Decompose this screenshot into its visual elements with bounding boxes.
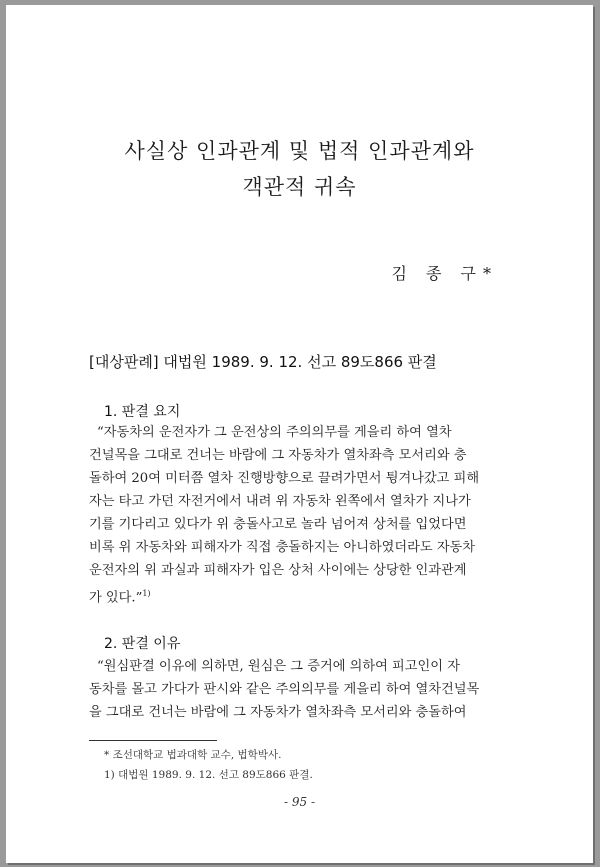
author-name: 김 종 구*	[391, 264, 498, 283]
footnote-author: * 조선대학교 법과대학 교수, 법학박사.	[104, 749, 282, 761]
paper-page	[6, 5, 593, 863]
footnote-1: 1) 대법원 1989. 9. 12. 선고 89도866 판결.	[104, 769, 313, 781]
body-line: 자는 타고 가던 자전거에서 내려 위 자동차 왼쪽에서 열차가 지나가	[89, 494, 471, 509]
body-line: 가 있다.”$^{1)}$	[89, 589, 151, 606]
title-line-2: 객관적 귀속	[242, 175, 357, 199]
section-1-heading: 1. 판결 요지	[104, 404, 181, 420]
section-1-body	[89, 421, 511, 609]
paper-title	[6, 133, 593, 205]
body-line: 기를 기다리고 있다가 위 충돌사고로 놀라 넘어져 상처를 입었다면	[89, 517, 467, 532]
title-line-1: 사실상 인과관계 및 법적 인과관계와	[124, 139, 475, 163]
footnote-divider	[89, 740, 217, 741]
footnote-ref: 1)	[142, 589, 151, 598]
body-line: 을 그대로 건너는 바람에 그 자동차가 열차좌측 모서리와 충돌하여	[89, 705, 467, 720]
body-line: 운전자의 위 과실과 피해자가 입은 상처 사이에는 상당한 인과관계	[89, 563, 467, 578]
body-line: 돌하여 20여 미터쯤 열차 진행방향으로 끌려가면서 튕겨나갔고 피해	[89, 471, 480, 486]
body-line: “자동차의 운전자가 그 운전상의 주의의무를 게을리 하여 열차	[97, 425, 452, 440]
body-line: “원심판결 이유에 의하면, 원심은 그 증거에 의하여 피고인이 자	[97, 659, 460, 674]
section-2-heading: 2. 판결 이유	[104, 636, 181, 652]
body-line: 건널목을 그대로 건너는 바람에 그 자동차가 열차좌측 모서리와 충	[89, 448, 467, 463]
page-number: - 95 -	[283, 795, 315, 809]
body-line: 동차를 몰고 가다가 판시와 같은 주의의무를 게을리 하여 열차건널목	[89, 682, 480, 697]
case-reference: [대상판례] 대법원 1989. 9. 12. 선고 89도866 판결	[89, 353, 437, 371]
section-2-body	[89, 655, 511, 724]
body-line: 비록 위 자동차와 피해자가 직접 충돌하지는 아니하였더라도 자동차	[89, 540, 476, 555]
